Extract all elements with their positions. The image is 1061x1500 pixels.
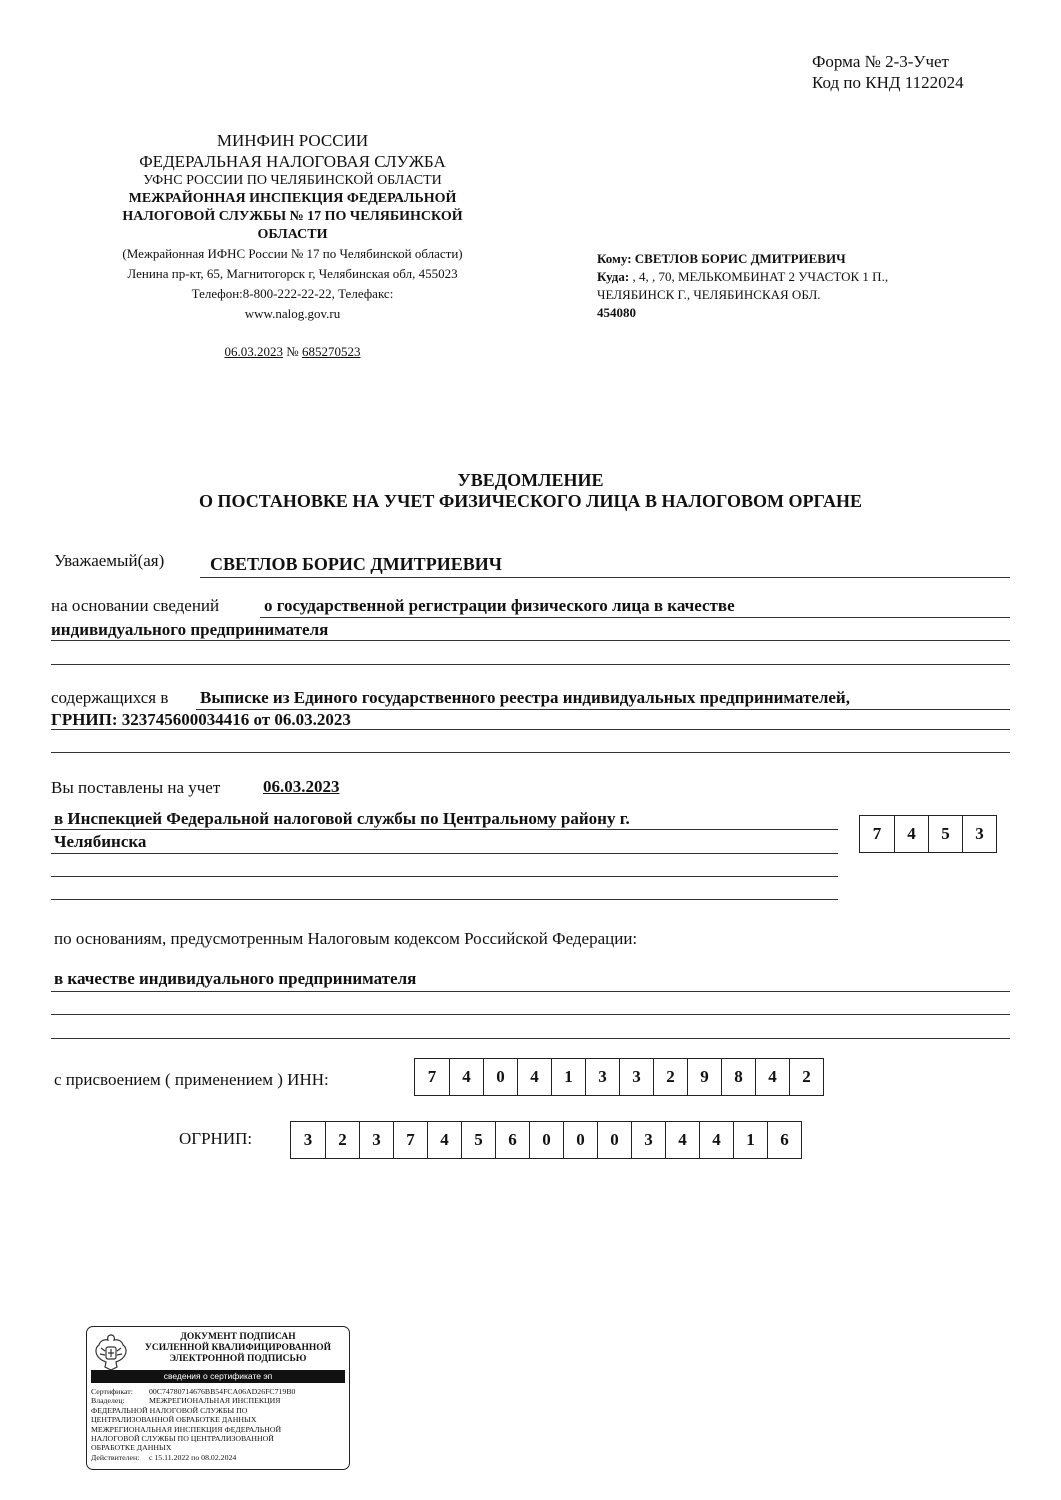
ogrnip-digit: 6: [495, 1122, 529, 1158]
stamp-heading: [131, 1332, 345, 1365]
basis-line2: индивидуального предпринимателя: [51, 620, 329, 639]
ogrnip-digit: 0: [597, 1122, 631, 1158]
inn-label: с присвоением ( применением ) ИНН:: [54, 1070, 329, 1089]
issuer-address: Ленина пр-кт, 65, Магнитогорск г, Челябинская обл, 455023: [127, 266, 458, 281]
inn-digit: 4: [517, 1059, 551, 1095]
authority-code-digit: 4: [894, 816, 928, 852]
recipient-address-line2: ЧЕЛЯБИНСК Г., ЧЕЛЯБИНСКАЯ ОБЛ.: [597, 287, 821, 302]
inn-digit: 0: [483, 1059, 517, 1095]
ogrnip-digit: 3: [359, 1122, 393, 1158]
issuer-block: [80, 130, 505, 360]
recipient-to-label: Кому:: [597, 251, 632, 266]
recipient-postcode: 454080: [597, 305, 636, 320]
authority-code-digit: 7: [872, 824, 882, 843]
authority-code-digit: 3: [962, 816, 996, 852]
registered-label: Вы поставлены на учет: [51, 778, 221, 797]
recipient-block: [597, 250, 987, 322]
issuer-ministry: МИНФИН РОССИИ: [216, 131, 369, 150]
valid-value: с 15.11.2022 по 08.02.2024: [149, 1452, 237, 1462]
dear-name: СВЕТЛОВ БОРИС ДМИТРИЕВИЧ: [210, 554, 502, 574]
inn-digit: 3: [619, 1059, 653, 1095]
state-emblem-icon: [91, 1331, 131, 1373]
valid-label: Действителен:: [91, 1452, 140, 1462]
form-number: Форма № 2-3-Учет: [812, 52, 949, 71]
inn-digit: 2: [653, 1059, 687, 1095]
inn-digit: 2: [789, 1059, 823, 1095]
knd-code: Код по КНД 1122024: [812, 73, 964, 92]
ogrnip-label: ОГРНИП:: [179, 1129, 253, 1148]
inn-digit: 3: [585, 1059, 619, 1095]
document-date: 06.03.2023: [224, 344, 284, 359]
owner-line2: ФЕДЕРАЛЬНОЙ НАЛОГОВОЙ СЛУЖБЫ ПО: [91, 1405, 248, 1415]
owner-value: МЕЖРЕГИОНАЛЬНАЯ ИНСПЕКЦИЯ: [149, 1396, 281, 1406]
ogrnip-digit: 4: [699, 1122, 733, 1158]
title-line1: УВЕДОМЛЕНИЕ: [457, 470, 604, 490]
contained-label: содержащихся в: [51, 688, 169, 707]
inn-digit: 4: [449, 1059, 483, 1095]
grounds-value: в качестве индивидуального предпринимателя: [54, 969, 417, 988]
dear-label: Уважаемый(ая): [54, 551, 165, 570]
grounds-label: по основаниям, предусмотренным Налоговым кодексом Российской Федерации:: [54, 929, 638, 948]
ogrnip-digit: 6: [767, 1122, 801, 1158]
document-title: [0, 470, 1061, 512]
form-number-block: [812, 51, 964, 93]
inn-digit: 1: [551, 1059, 585, 1095]
registered-date: 06.03.2023: [263, 777, 340, 796]
stamp-line3: ЭЛЕКТРОННОЙ ПОДПИСЬЮ: [169, 1354, 307, 1364]
issuer-site: www.nalog.gov.ru: [244, 306, 341, 321]
recipient-address-line1: , 4, , 70, МЕЛЬКОМБИНАТ 2 УЧАСТОК 1 П.,: [632, 269, 889, 284]
inn-digit: 7: [427, 1067, 437, 1086]
ogrnip-digit: 7: [393, 1122, 427, 1158]
cert-value: 00C74780714676BB54FCA06AD26FC719B0: [149, 1387, 296, 1396]
document-reference: [80, 344, 505, 360]
ogrnip-digit: 2: [325, 1122, 359, 1158]
issuer-short-name: (Межрайонная ИФНС России № 17 по Челябинской области): [122, 246, 463, 261]
issuer-regional: УФНС РОССИИ ПО ЧЕЛЯБИНСКОЙ ОБЛАСТИ: [143, 173, 442, 188]
basis-line1: о государственной регистрации физического лица в качестве: [264, 596, 735, 615]
document-number: 685270523: [301, 344, 361, 359]
ogrnip-digit: 4: [427, 1122, 461, 1158]
ogrnip-digit: 0: [529, 1122, 563, 1158]
ogrnip-digit: 3: [631, 1122, 665, 1158]
owner-label: Владелец:: [91, 1396, 125, 1406]
authority-code-digit: 5: [928, 816, 962, 852]
stamp-line2: УСИЛЕННОЙ КВАЛИФИЦИРОВАННОЙ: [144, 1343, 332, 1353]
issuer-inspection: МЕЖРАЙОННАЯ ИНСПЕКЦИЯ ФЕДЕРАЛЬНОЙ НАЛОГОВОЙ СЛУЖБЫ № 17 ПО ЧЕЛЯБИНСКОЙ ОБЛАСТИ: [122, 191, 463, 242]
cert-label: Сертификат:: [91, 1387, 133, 1396]
document-number-sign: №: [286, 344, 299, 359]
authority-code-cells: [859, 815, 997, 853]
stamp-line1: ДОКУМЕНТ ПОДПИСАН: [180, 1332, 296, 1342]
owner-line4: МЕЖРЕГИОНАЛЬНАЯ ИНСПЕКЦИЯ ФЕДЕРАЛЬНОЙ: [91, 1424, 282, 1434]
ogrnip-digit: 0: [563, 1122, 597, 1158]
basis-label: на основании сведений: [51, 596, 220, 615]
ogrnip-digit: 5: [461, 1122, 495, 1158]
ogrnip-cells: [290, 1121, 802, 1159]
recipient-name: СВЕТЛОВ БОРИС ДМИТРИЕВИЧ: [634, 251, 846, 266]
stamp-details: [91, 1387, 345, 1462]
recipient-where-label: Куда:: [597, 269, 630, 284]
owner-line6: ОБРАБОТКЕ ДАННЫХ: [91, 1443, 172, 1453]
title-line2: О ПОСТАНОВКЕ НА УЧЕТ ФИЗИЧЕСКОГО ЛИЦА В НАЛОГОВОМ ОРГАНЕ: [199, 491, 862, 511]
inn-digit: 4: [755, 1059, 789, 1095]
electronic-signature-stamp: [86, 1326, 350, 1470]
inn-digit: 8: [721, 1059, 755, 1095]
owner-line3: ЦЕНТРАЛИЗОВАННОЙ ОБРАБОТКЕ ДАННЫХ: [91, 1415, 257, 1425]
inn-cells: [414, 1058, 824, 1096]
ogrnip-digit: 4: [665, 1122, 699, 1158]
issuer-service: ФЕДЕРАЛЬНАЯ НАЛОГОВАЯ СЛУЖБА: [139, 152, 446, 171]
ogrnip-digit: 1: [733, 1122, 767, 1158]
inn-digit: 9: [687, 1059, 721, 1095]
authority-line2: Челябинска: [54, 832, 147, 851]
contained-line2: ГРНИП: 323745600034416 от 06.03.2023: [51, 710, 351, 729]
contained-line1: Выписке из Единого государственного реестра индивидуальных предпринимателей,: [200, 688, 850, 707]
issuer-phone: Телефон:8-800-222-22-22, Телефакс:: [191, 286, 394, 301]
stamp-cert-bar: сведения о сертификате эп: [91, 1370, 345, 1383]
owner-line5: НАЛОГОВОЙ СЛУЖБЫ ПО ЦЕНТРАЛИЗОВАННОЙ: [91, 1434, 274, 1444]
authority-line1: в Инспекцией Федеральной налоговой службы по Центральному району г.: [54, 809, 630, 828]
ogrnip-digit: 3: [303, 1130, 313, 1149]
